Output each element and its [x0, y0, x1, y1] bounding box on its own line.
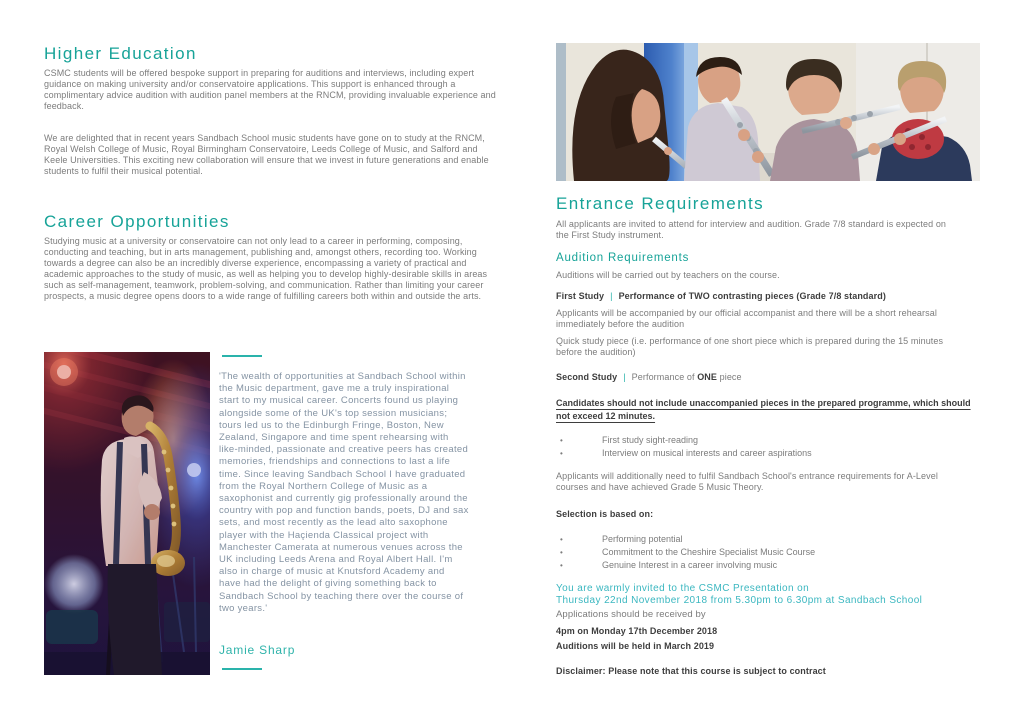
applications-intro: Applications should be received by — [556, 609, 706, 620]
bullet-text: First study sight-reading — [602, 435, 699, 445]
saxophonist-photo — [44, 352, 210, 675]
applications-deadline: 4pm on Monday 17th December 2018 — [556, 626, 718, 636]
career-opportunities-paragraph: Studying music at a university or conservatoire can not only lead to a career in performing, composing, conducting and teaching, but in arts management, publishing and, amongst others, recording too. Working towards a degree can also be an incredibly diverse experience, encompassing a variety of practical and academic approaches to the study of music, as well as helping you to develop highly-desirable skills in areas such as self-management, teamwork, problem-solving, and communication. Rather than limiting your career prospects, a music degree opens doors to a wide range of fulfilling careers both within and outside the arts. — [44, 236, 488, 301]
selection-bullet-list — [556, 533, 976, 572]
invitation-line-2: Thursday 22nd November 2018 from 5.30pm to 6.30pm at Sandbach School — [556, 594, 923, 606]
saxophonist-photo-illustration — [44, 352, 210, 675]
auditions-date: Auditions will be held in March 2019 — [556, 641, 715, 651]
bullet-icon — [556, 546, 602, 559]
selection-heading: Selection is based on: — [556, 509, 654, 519]
audition-requirements-title: Audition Requirements — [556, 252, 690, 264]
bullet-text: Commitment to the Cheshire Specialist Music Course — [602, 547, 816, 557]
bullet-icon — [556, 447, 602, 460]
first-study-separator: | — [610, 291, 613, 301]
bullet-text: Genuine Interest in a career involving music — [602, 560, 778, 570]
entrance-requirements-title: Entrance Requirements — [556, 194, 764, 213]
second-study-description-post: piece — [717, 372, 742, 382]
quote-bottom-divider — [222, 668, 262, 670]
bullet-icon — [556, 533, 602, 546]
invitation-line-1: You are warmly invited to the CSMC Presentation on — [556, 583, 810, 594]
right-column — [556, 0, 980, 726]
unaccompanied-pieces-warning: Candidates should not include unaccompanied pieces in the prepared programme, which should not exceed 12 minutes. — [556, 398, 971, 421]
higher-education-title: Higher Education — [44, 44, 197, 63]
additional-requirements: Applicants will additionally need to fulfil Sandbach School's entrance requirements for A-Level courses and have achieved Grade 5 Music Theory. — [556, 471, 938, 492]
left-column — [44, 0, 508, 726]
testimonial-quote: 'The wealth of opportunities at Sandbach School within the Music department, gave me a truly inspirational start to my musical career. Concerts found us playing alongside some of the UK's top session musicians; tours led us to the Edinburgh Fringe, Boston, New Zealand, Singapore and time spent rehearsing with like-minded, passionate and creative peers has created memories, friendships and connections to last a life time. Since leaving Sandbach School I have graduated from the Royal Northern College of Music as a saxophonist and currently gig professionally around the country with pop and function bands, poets, DJ and sax sets, and most recently as the lead alto saxophone player with the Haçienda Classical project with Manchester Camerata at numerous venues across the UK including Leeds Arena and Royal Albert Hall. I'm also in charge of music at Knutsford Academy and have had the delight of giving something back to Sandbach School by teaching there over the course of two years.' — [219, 371, 469, 614]
csmc-presentation-invitation — [556, 583, 980, 606]
testimonial-attribution: Jamie Sharp — [219, 643, 296, 657]
bullet-text: Interview on musical interests and career aspirations — [602, 448, 812, 458]
first-study-label: First Study — [556, 291, 605, 301]
higher-education-paragraph-2: We are delighted that in recent years Sandbach School music students have gone on to study at the RNCM, Royal Welsh College of Music, Royal Birmingham Conservatoire, Leeds College of Music, and Salford and Keele Universities. This exciting new collaboration will ensure that we invest in future generations and enable students to fulfil their musical potential. — [44, 133, 489, 176]
higher-education-paragraph-1: CSMC students will be offered bespoke support in preparing for auditions and interviews, including expert guidance on making university and/or conservatoire applications. This support is enhanced through a complimentary advice audition with audition panel members at the RNCM, providing invaluable experience and feedback. — [44, 68, 496, 111]
list-item — [556, 447, 976, 460]
first-study-note-2: Quick study piece (i.e. performance of one short piece which is prepared during the 15 minutes before the audition) — [556, 336, 944, 357]
quote-top-divider — [222, 355, 262, 357]
flute-ensemble-photo-illustration — [556, 43, 980, 181]
list-item — [556, 434, 976, 447]
second-study-description-bold: ONE — [697, 372, 718, 382]
bullet-text: Performing potential — [602, 534, 683, 544]
second-study-line — [556, 372, 976, 383]
first-study-note-1: Applicants will be accompanied by our official accompanist and there will be a short rehearsal immediately before the audition — [556, 308, 937, 329]
disclaimer: Disclaimer: Please note that this course is subject to contract — [556, 666, 826, 676]
list-item — [556, 546, 976, 559]
career-opportunities-title: Career Opportunities — [44, 212, 230, 231]
second-study-separator: | — [623, 372, 626, 382]
bullet-icon — [556, 434, 602, 447]
second-study-label: Second Study — [556, 372, 618, 382]
first-study-line — [556, 291, 976, 302]
list-item — [556, 533, 976, 546]
second-study-description-pre: Performance of — [631, 372, 698, 382]
bullet-icon — [556, 559, 602, 572]
audition-bullet-list — [556, 434, 976, 460]
first-study-description: Performance of TWO contrasting pieces (Grade 7/8 standard) — [618, 291, 886, 301]
audition-requirements-intro: Auditions will be carried out by teachers on the course. — [556, 270, 780, 280]
flute-ensemble-photo — [556, 43, 980, 181]
entrance-requirements-intro: All applicants are invited to attend for interview and audition. Grade 7/8 standard is expected on the First Study instrument. — [556, 219, 947, 240]
list-item — [556, 559, 976, 572]
